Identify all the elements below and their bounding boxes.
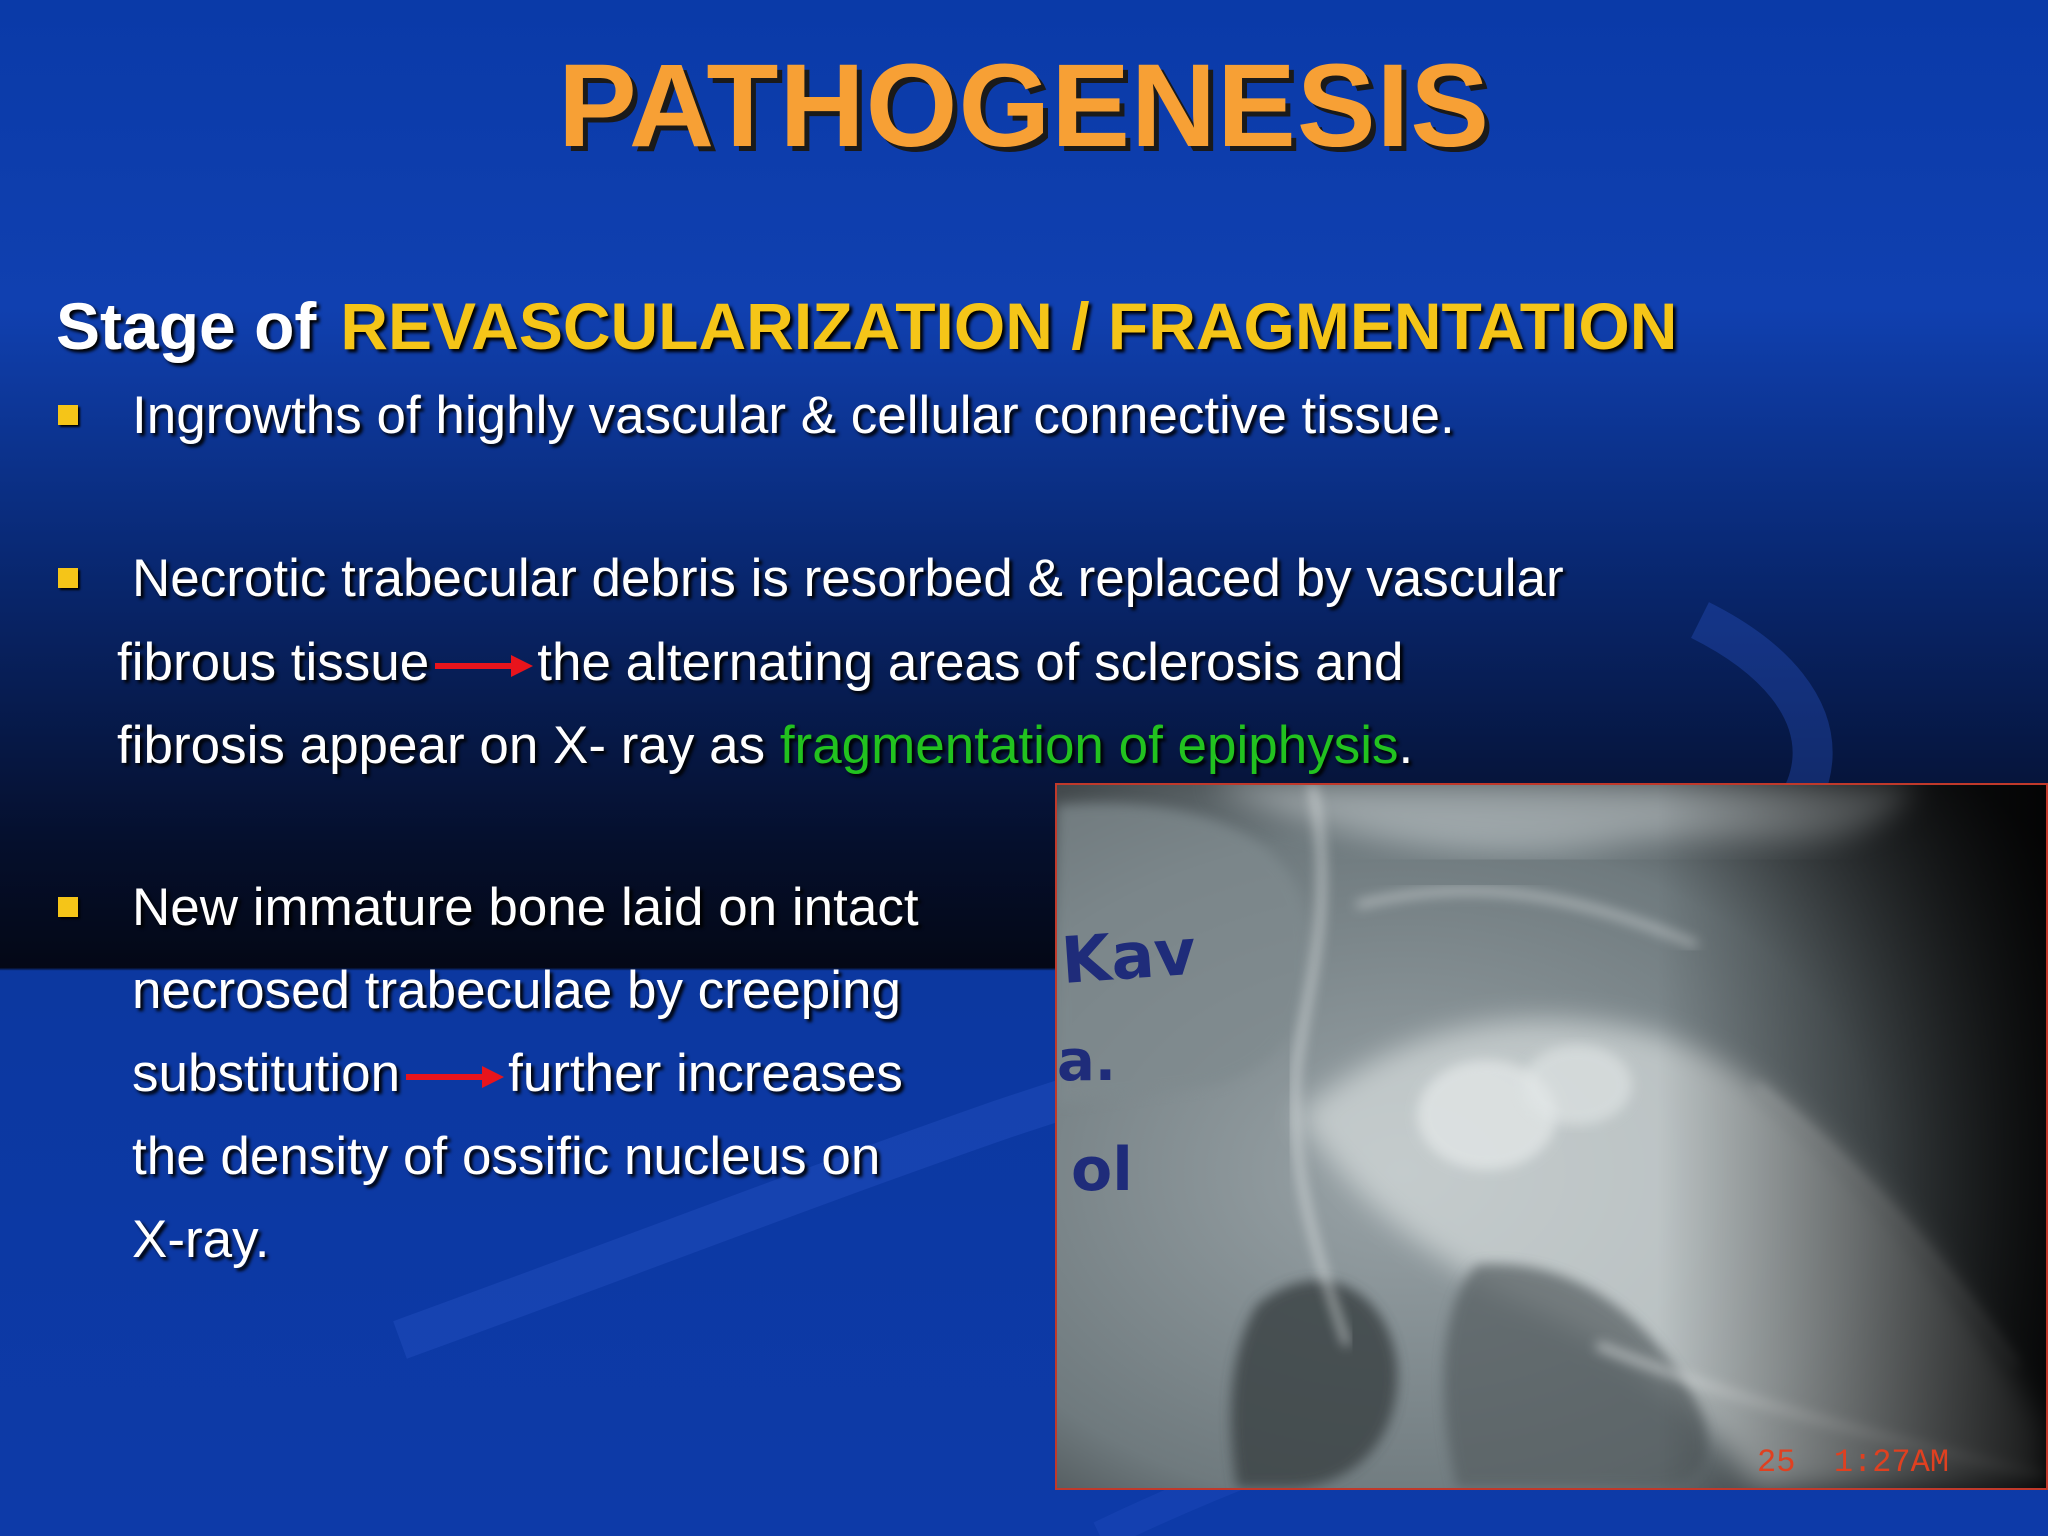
bullet-3-line-1: New immature bone laid on intact [132, 878, 919, 937]
arrow-right-icon [431, 651, 535, 681]
bullet-3-line-5: X-ray. [132, 1210, 270, 1269]
bullet-3-line-4: the density of ossific nucleus on [132, 1127, 881, 1186]
stage-highlight: REVASCULARIZATION / FRAGMENTATION [340, 289, 1678, 363]
fragmentation-highlight: fragmentation of epiphysis [779, 716, 1399, 775]
xray-handwriting-1: Kav [1058, 915, 1199, 999]
bullet-2-line-3-end: . [1398, 716, 1414, 775]
bullet-2-line-2-after: the alternating areas of sclerosis and [537, 633, 1404, 692]
bullet-2-line-2 [117, 632, 1403, 693]
bullet-3-line-3-after: further increases [508, 1044, 903, 1103]
bullet-2-line-2-before: fibrous tissue [117, 633, 430, 692]
slide-title: PATHOGENESIS [557, 40, 1491, 172]
bullet-square-3 [58, 897, 78, 917]
stage-heading [56, 288, 1677, 364]
arrow-right-icon [402, 1062, 506, 1092]
stage-prefix: Stage of [56, 289, 317, 363]
bullet-2-line-3-before: fibrosis appear on X- ray as [117, 716, 766, 775]
bullet-2-line-1: Necrotic trabecular debris is resorbed & replaced by vascular [132, 549, 1564, 608]
xray-handwriting-2: a. [1057, 1029, 1117, 1094]
hip-xray-image [1055, 783, 2048, 1490]
bullet-3-line-3 [132, 1043, 903, 1104]
bullet-square-1 [58, 405, 78, 425]
xray-drawing [1057, 785, 2046, 1488]
bullet-square-2 [58, 568, 78, 588]
xray-handwriting-3: ol [1071, 1135, 1133, 1205]
bullet-3-line-3-before: substitution [132, 1044, 401, 1103]
bullet-2-line-3 [117, 715, 1413, 776]
xray-timestamp: 25 1:27AM [1757, 1444, 1950, 1481]
bullet-3-line-2: necrosed trabeculae by creeping [132, 961, 901, 1020]
bullet-1-text: Ingrowths of highly vascular & cellular connective tissue. [132, 386, 1455, 445]
